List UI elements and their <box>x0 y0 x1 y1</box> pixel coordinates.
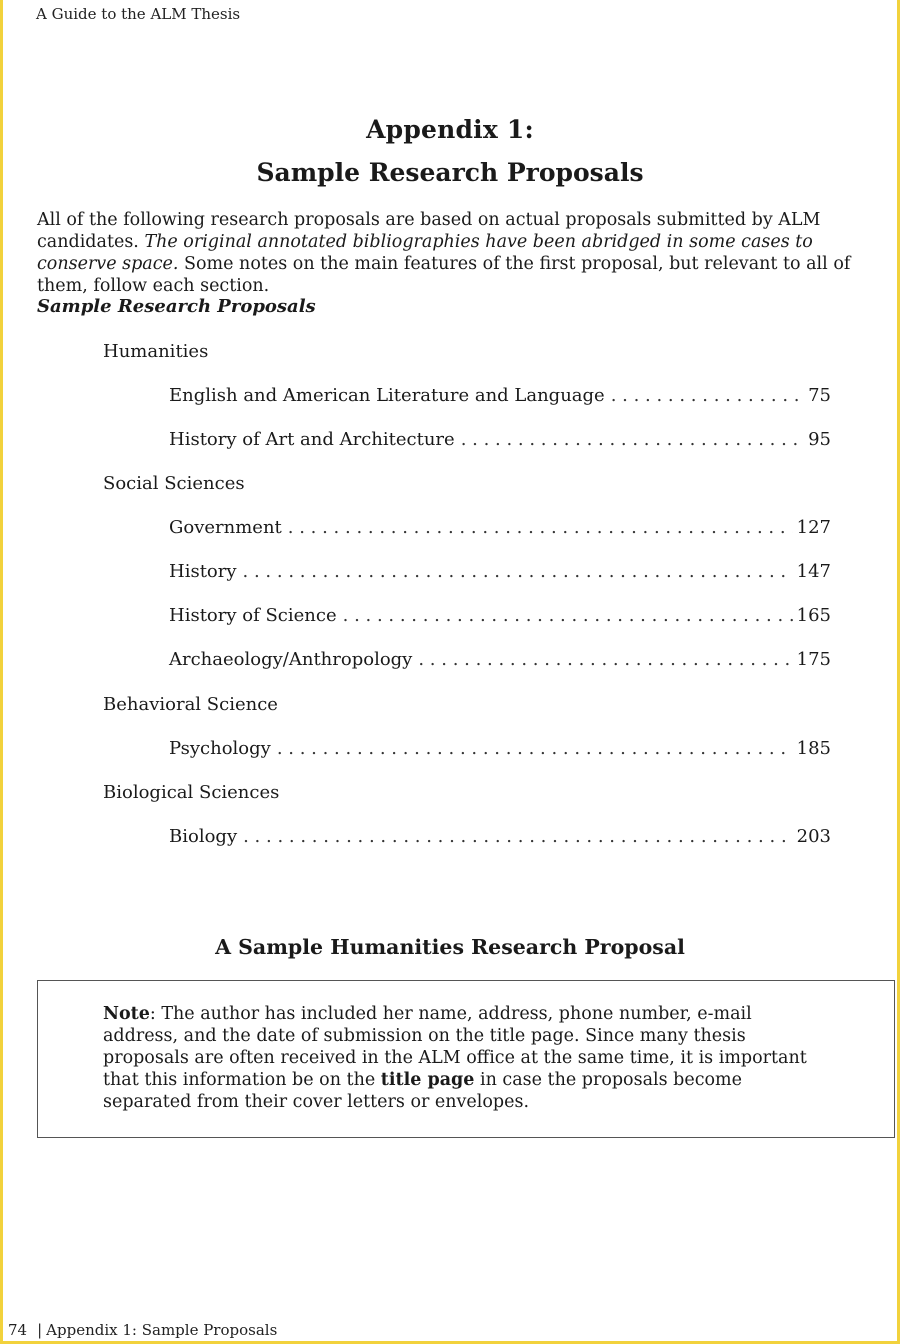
toc-entry-label: History of Science <box>169 605 337 626</box>
note-text <box>103 1003 823 1113</box>
toc-entry-label: English and American Literature and Language <box>169 385 605 406</box>
toc-entry[interactable] <box>169 429 831 455</box>
page-footer <box>8 1321 277 1339</box>
toc-entry[interactable] <box>169 385 831 411</box>
note-body-2: in case the proposals become separated from their cover letters or envelopes. <box>103 1070 742 1112</box>
toc-dot-leader <box>418 649 792 670</box>
intro-text-1: All of the following research proposals are based on actual proposals submitted by ALM candidates. <box>37 210 821 252</box>
toc-entry[interactable] <box>169 826 831 852</box>
footer-separator: | <box>37 1321 43 1339</box>
toc-page-number: 95 <box>808 429 831 450</box>
toc-entry-label: History <box>169 561 237 582</box>
footer-page-number: 74 <box>8 1321 28 1339</box>
toc-dot-leader <box>277 738 793 759</box>
toc-page-number: 147 <box>796 561 831 582</box>
toc-dot-leader <box>243 826 793 847</box>
toc-page-number: 175 <box>796 649 831 670</box>
toc-dot-leader <box>461 429 804 450</box>
note-bold-text: title page <box>380 1070 475 1090</box>
toc-entry[interactable] <box>169 649 831 675</box>
running-head: A Guide to the ALM Thesis <box>36 5 241 23</box>
toc-entry[interactable] <box>169 738 831 764</box>
toc-category-social-sciences: Social Sciences <box>103 473 245 494</box>
toc-page-number: 75 <box>808 385 831 406</box>
footer-label: Appendix 1: Sample Proposals <box>46 1321 278 1339</box>
toc-category-behavioral-science: Behavioral Science <box>103 694 278 715</box>
toc-page-number: 127 <box>796 517 831 538</box>
toc-entry-label: Biology <box>169 826 238 847</box>
toc-page-number: 165 <box>796 605 831 626</box>
section-heading: Sample Research Proposals <box>37 296 316 317</box>
toc-dot-leader <box>243 561 793 582</box>
sample-proposal-title: A Sample Humanities Research Proposal <box>215 935 685 959</box>
intro-paragraph <box>37 209 895 297</box>
toc-category-humanities: Humanities <box>103 341 209 362</box>
toc-entry-label: Psychology <box>169 738 271 759</box>
toc-dot-leader <box>611 385 804 406</box>
note-body-1: : The author has included her name, address, phone number, e-mail address, and the date of submission on the title page. Since many thesis proposals are often received in the ALM office at the same time, it is important that this information be on the <box>103 1004 807 1090</box>
toc-entry[interactable] <box>169 517 831 543</box>
toc-category-biological-sciences: Biological Sciences <box>103 782 280 803</box>
toc-dot-leader <box>288 517 793 538</box>
toc-page-number: 185 <box>796 738 831 759</box>
toc-page-number: 203 <box>796 826 831 847</box>
toc-entry-label: History of Art and Architecture <box>169 429 455 450</box>
intro-italic-text: The original annotated bibliographies have been abridged in some cases to conserve space. <box>37 232 813 274</box>
note-label: Note <box>103 1004 150 1024</box>
toc-entry[interactable] <box>169 605 831 631</box>
toc-entry-label: Government <box>169 517 282 538</box>
toc-dot-leader <box>343 605 793 626</box>
appendix-title: Appendix 1: <box>366 115 534 144</box>
toc-entry-label: Archaeology/Anthropology <box>169 649 413 670</box>
intro-text-2: Some notes on the main features of the first proposal, but relevant to all of them, follow each section. <box>37 254 851 296</box>
appendix-subtitle: Sample Research Proposals <box>256 158 644 187</box>
note-box <box>37 980 895 1138</box>
toc-entry[interactable] <box>169 561 831 587</box>
